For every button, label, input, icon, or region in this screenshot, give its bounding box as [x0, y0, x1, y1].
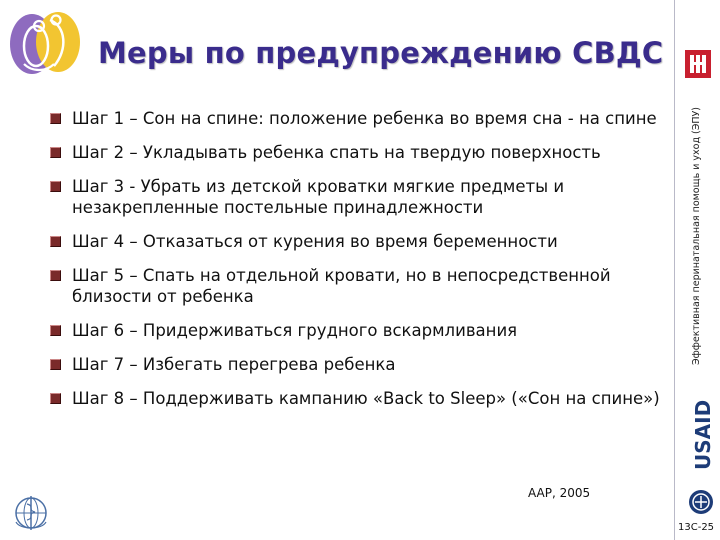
- vertical-caption: Эффективная перинатальная помощь и уход (ЭПУ): [691, 107, 702, 366]
- usaid-logo: [684, 400, 718, 520]
- square-bullet-icon: [50, 181, 61, 192]
- jsi-logo: [683, 48, 713, 80]
- list-item: [50, 320, 660, 341]
- step-text: Шаг 2 – Укладывать ребенка спать на твердую поверхность: [72, 143, 601, 162]
- source-citation: AAP, 2005: [528, 486, 591, 500]
- slide-title: Меры по предупреждению СВДС: [98, 36, 664, 70]
- list-item: [50, 388, 660, 409]
- step-text: Шаг 5 – Спать на отдельной кровати, но в непосредственной близости от ребенка: [72, 266, 611, 306]
- list-item: [50, 231, 660, 252]
- steps-list: [50, 108, 660, 422]
- square-bullet-icon: [50, 113, 61, 124]
- square-bullet-icon: [50, 147, 61, 158]
- list-item: [50, 265, 660, 307]
- list-item: [50, 142, 660, 163]
- right-divider: [674, 0, 675, 540]
- step-text: Шаг 1 – Сон на спине: положение ребенка во время сна - на спине: [72, 109, 657, 128]
- list-item: [50, 108, 660, 129]
- who-emblem-icon: [10, 492, 52, 534]
- square-bullet-icon: [50, 270, 61, 281]
- square-bullet-icon: [50, 393, 61, 404]
- list-item: [50, 354, 660, 375]
- step-text: Шаг 7 – Избегать перегрева ребенка: [72, 355, 396, 374]
- step-text: Шаг 8 – Поддерживать кампанию «Back to Sleep» («Сон на спине»): [72, 389, 660, 408]
- usaid-logo-text: USAID: [691, 400, 715, 470]
- mother-child-logo: [6, 6, 88, 78]
- square-bullet-icon: [50, 325, 61, 336]
- step-text: Шаг 6 – Придерживаться грудного вскармливания: [72, 321, 518, 340]
- step-text: Шаг 3 - Убрать из детской кроватки мягкие предметы и незакрепленные постельные принадлежности: [72, 177, 565, 217]
- square-bullet-icon: [50, 359, 61, 370]
- step-text: Шаг 4 – Отказаться от курения во время беременности: [72, 232, 558, 251]
- slide-number: 13С-25: [678, 522, 715, 533]
- square-bullet-icon: [50, 236, 61, 247]
- list-item: [50, 176, 660, 218]
